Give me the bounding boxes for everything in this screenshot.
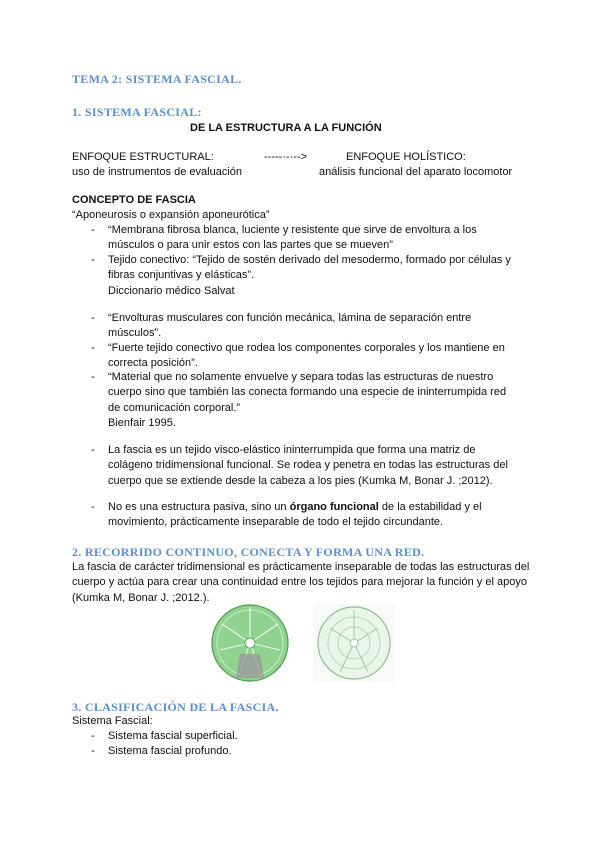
section-2-paragraph: La fascia de carácter tridimensional es prácticamente inseparable de todas las estructuras del cuerpo y actúa para crear una continuidad entre los tejidos para mejorar la función y el apoyo (Kumka M, Bonar J. ;2012.). (72, 561, 530, 604)
list-item-text-after: de la estabilidad y el movimiento, prácticamente inseparable de todo el tejido circundante. (108, 501, 482, 529)
list-item (108, 341, 518, 372)
bullet-dash: - (91, 371, 95, 383)
section-1-heading: 1. SISTEMA FASCIAL: (72, 105, 202, 119)
list-item (108, 443, 518, 489)
bullet-dash: - (91, 745, 95, 757)
list-item (108, 370, 518, 431)
list-item-text: La fascia es un tejido visco-elástico ininterrumpida que forma una matriz de colágeno tridimensional funcional. Se rodea y penetra en todas las estructuras del cuerpo que se extiende desde la cabeza a los pies (Kumka M, Bonar J. ;2012). (108, 444, 508, 487)
classification-item-superficial: Sistema fascial superficial. (108, 730, 238, 742)
section-2-heading: 2. RECORRIDO CONTINUO, CONECTA Y FORMA UNA RED. (72, 545, 425, 559)
concept-quote: “Aponeurosis o expansión aponeurótica” (72, 209, 270, 221)
bullet-dash: - (91, 224, 95, 236)
bullet-dash: - (91, 342, 95, 354)
light-fascia-section-image (313, 604, 395, 682)
section-1-subtitle: DE LA ESTRUCTURA A LA FUNCIÓN (190, 122, 382, 134)
section-3-intro: Sistema Fascial: (72, 715, 153, 727)
enfoque-arrow: -----·-·--> (264, 151, 308, 163)
bullet-dash: - (91, 501, 95, 513)
enfoque-estructural: ENFOQUE ESTRUCTURAL: (72, 151, 214, 163)
green-fascia-section-image (212, 605, 288, 681)
tema-title: TEMA 2: SISTEMA FASCIAL. (72, 72, 242, 86)
bullet-dash: - (91, 254, 95, 266)
enfoque-holistico: ENFOQUE HOLÍSTICO: (346, 151, 466, 163)
list-item (108, 311, 518, 342)
bullet-dash: - (91, 444, 95, 456)
list-item-source: Bienfair 1995. (108, 416, 176, 429)
list-item-text-before: No es una estructura pasiva, sino un (108, 501, 290, 513)
list-item-text: “Material que no solamente envuelve y separa todas las estructuras de nuestro cuerpo sino que también las conecta formando una especie de ininterrumpida red de comunicación corporal.” (108, 371, 507, 414)
section-3-heading: 3. CLASIFICACIÓN DE LA FASCIA. (72, 700, 279, 714)
list-item-text: Tejido conectivo: “Tejido de sostén derivado del mesodermo, formado por células y fibras conjuntivas y elásticas”. (108, 254, 511, 282)
list-item (108, 223, 518, 254)
concept-heading: CONCEPTO DE FASCIA (72, 194, 196, 206)
list-item-text: “Membrana fibrosa blanca, luciente y resistente que sirve de envoltura a los músculos o para unir estos con las partes que se mueven” (108, 224, 477, 252)
enfoque-holistico-desc: análisis funcional del aparato locomotor (319, 166, 513, 178)
classification-item-profundo: Sistema fascial profundo. (108, 745, 232, 757)
bullet-dash: - (91, 730, 95, 742)
list-item-text: “Envolturas musculares con función mecánica, lámina de separación entre músculos”. (108, 312, 472, 340)
bullet-dash: - (91, 312, 95, 324)
list-item-source: Diccionario médico Salvat (108, 284, 235, 297)
fascia-cross-section-illustrations (200, 602, 410, 684)
list-item-bold-term: órgano funcional (289, 501, 379, 513)
list-item (108, 253, 518, 299)
list-item-text: “Fuerte tejido conectivo que rodea los componentes corporales y los mantiene en correcta posición”. (108, 342, 505, 370)
enfoque-estructural-desc: uso de instrumentos de evaluación (72, 166, 242, 178)
list-item (108, 500, 518, 531)
